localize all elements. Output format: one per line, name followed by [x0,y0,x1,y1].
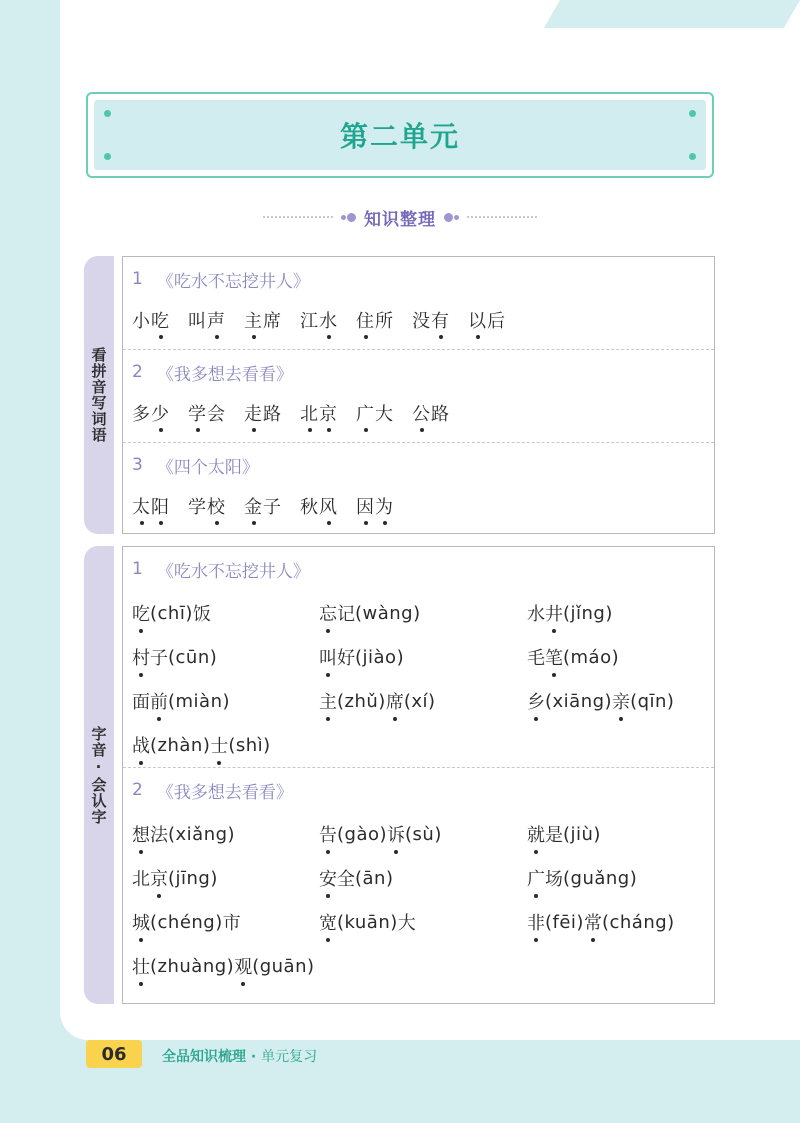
entry-char: 亲 [612,688,630,714]
word-row [132,394,714,442]
lesson-title [132,350,714,394]
entry-char: 大 [397,913,416,934]
vocab-word [132,307,170,333]
entry-char: 好 [337,648,355,669]
entry-pinyin: (xí) [403,690,436,712]
unit-title-box [86,92,714,178]
entry-char: 面 [132,692,150,713]
entry-char: 城 [132,909,150,935]
entry-char: 宽 [319,909,337,935]
tab-label: 看拼音写词语 [89,347,108,443]
entry-pinyin: (máo) [563,646,620,668]
entry-char: 场 [545,869,563,890]
vocab-char: 京 [319,404,338,425]
vocab-word [132,400,170,426]
bullet-icon [444,213,459,222]
entry-char: 常 [584,909,602,935]
entry-pinyin: (zhuàng) [150,955,235,977]
entry-char: 安 [319,865,337,891]
vocab-word [188,307,226,333]
pronunciation-entry [132,900,319,944]
vocab-word [412,307,450,333]
vocab-char: 学 [188,404,207,425]
word-row [132,301,714,349]
vocab-char: 因 [356,497,375,518]
entry-pinyin: (jīng) [168,867,218,889]
vocab-char: 大 [375,404,394,425]
entry-pinyin: (jiù) [563,823,601,845]
vocab-char: 声 [207,311,226,332]
vocab-char: 叫 [188,311,207,332]
entry-pinyin: (ān) [355,867,394,889]
entry-char: 法 [150,825,168,846]
pronunciation-entry [527,900,717,944]
vocab-word [356,307,394,333]
entry-char: 就 [527,821,545,847]
vocab-char: 广 [356,404,375,425]
pronunciation-entry [132,812,319,856]
entry-char: 主 [319,688,337,714]
vocab-char: 江 [300,311,319,332]
vocab-word [132,493,170,519]
entry-char: 饭 [192,604,211,625]
vocab-char: 多 [132,404,151,425]
vocab-word [188,493,226,519]
entry-char: 广 [527,865,545,891]
entry-pinyin: (zhàn) [150,734,211,756]
pronunciation-entry [319,812,527,856]
pronunciation-entry [319,635,527,679]
lesson-title [132,443,714,487]
pronunciation-entry [527,856,717,900]
entry-pinyin: (qīn) [630,690,675,712]
entry-char: 子 [150,648,168,669]
footer-subtitle: 单元复习 [261,1049,318,1065]
vocab-char: 路 [431,404,450,425]
pronunciation-entry [319,591,527,635]
entry-grid [132,812,714,988]
entry-char: 战 [132,732,150,758]
entry-char: 席 [386,688,404,714]
entry-pinyin: (jǐng) [563,602,613,624]
corner-dot [104,110,111,117]
corner-dot [689,153,696,160]
vocab-char: 学 [188,497,207,518]
pronunciation-panel [122,546,715,1004]
corner-dot [689,110,696,117]
tab-pronunciation [84,546,114,1004]
pronunciation-entry [319,679,527,723]
entry-grid [132,591,714,767]
vocab-word [412,400,450,426]
pronunciation-entry [527,591,717,635]
tab-pinyin-writing [84,256,114,534]
lesson-number: 2 [132,362,143,382]
entry-pinyin: (wàng) [355,602,421,624]
lesson-number: 1 [132,559,143,579]
entry-pinyin: (jiào) [355,646,405,668]
lesson-title [132,257,714,301]
entry-char: 水 [527,604,545,625]
entry-char: 笔 [545,644,563,670]
entry-char: 井 [545,600,563,626]
entry-char: 想 [132,821,150,847]
vocab-char: 以 [468,311,487,332]
entry-char: 毛 [527,648,545,669]
entry-char: 全 [337,869,355,890]
entry-char: 叫 [319,644,337,670]
entry-pinyin: (chéng) [150,911,223,933]
entry-pinyin: (kuān) [337,911,398,933]
entry-char: 前 [150,688,168,714]
unit-title: 第二单元 [339,120,460,153]
corner-stripe [544,0,800,28]
lesson-name: 《吃水不忘挖井人》 [156,271,310,292]
corner-dot [104,153,111,160]
vocab-word [356,493,394,519]
entry-char: 乡 [527,688,545,714]
vocab-char: 会 [207,404,226,425]
vocab-char: 少 [151,404,170,425]
entry-char: 忘 [319,600,337,626]
entry-char: 诉 [387,821,405,847]
lesson-number: 2 [132,780,143,800]
divider-left [263,216,333,218]
vocab-word [300,400,338,426]
lesson-name: 《我多想去看看》 [156,782,293,803]
pronunciation-entry [319,856,527,900]
vocab-word [244,493,282,519]
entry-char: 市 [222,913,241,934]
vocab-word [300,307,338,333]
divider-right [467,216,537,218]
vocab-char: 后 [487,311,506,332]
entry-char: 观 [234,953,252,979]
bullet-icon [341,213,356,222]
entry-pinyin: (cūn) [168,646,218,668]
vocab-char: 风 [319,497,338,518]
entry-pinyin: (fēi) [545,911,584,933]
entry-char: 记 [337,604,355,625]
pronunciation-entry [132,723,319,767]
book-title: 全品知识梳理 [162,1049,246,1065]
entry-pinyin: (miàn) [168,690,231,712]
vocab-char: 所 [375,311,394,332]
lesson-title [132,768,714,812]
entry-pinyin: (shì) [228,734,271,756]
vocab-char: 主 [244,311,263,332]
lesson-block [123,257,714,349]
pronunciation-entry [319,900,527,944]
entry-pinyin: (cháng) [601,911,675,933]
lesson-block [123,349,714,442]
vocab-word [244,400,282,426]
entry-pinyin: (xiāng) [545,690,613,712]
entry-char: 吃 [132,600,150,626]
vocab-char: 吃 [151,311,170,332]
pronunciation-entry [527,635,717,679]
lesson-number: 3 [132,455,143,475]
entry-pinyin: (guān) [252,955,315,977]
entry-char: 士 [210,732,228,758]
page-number: 06 [86,1040,142,1068]
entry-pinyin: (sù) [405,823,442,845]
vocab-word [244,307,282,333]
tab-label: 字音·会认字 [89,725,108,825]
entry-char: 壮 [132,953,150,979]
pinyin-writing-panel [122,256,715,534]
pronunciation-entry [132,635,319,679]
vocab-char: 席 [263,311,282,332]
section-heading-text: 知识整理 [364,209,436,230]
entry-char: 非 [527,909,545,935]
entry-pinyin: (guǎng) [563,867,638,889]
pronunciation-entry [527,679,717,723]
pronunciation-entry [132,591,319,635]
entry-char: 京 [150,865,168,891]
vocab-char: 金 [244,497,263,518]
vocab-char: 水 [319,311,338,332]
lesson-number: 1 [132,269,143,289]
lesson-name: 《吃水不忘挖井人》 [156,561,310,582]
entry-pinyin: (xiǎng) [168,823,236,845]
footer-title [162,1046,317,1066]
entry-char: 是 [545,825,563,846]
word-row [132,487,714,535]
vocab-word [300,493,338,519]
entry-char: 北 [132,869,150,890]
vocab-char: 太 [132,497,151,518]
vocab-word [356,400,394,426]
vocab-char: 小 [132,311,151,332]
pronunciation-entry [527,812,717,856]
entry-pinyin: (zhǔ) [337,690,386,712]
footer-separator: · [250,1049,257,1065]
lesson-title [132,547,714,591]
pronunciation-entry [132,944,319,988]
lesson-block [123,442,714,535]
vocab-char: 没 [412,311,431,332]
vocab-char: 校 [207,497,226,518]
section-heading [240,204,560,230]
entry-pinyin: (chī) [150,602,193,624]
vocab-word [468,307,506,333]
entry-char: 告 [319,821,337,847]
lesson-block [123,547,714,767]
vocab-word [188,400,226,426]
entry-char: 村 [132,644,150,670]
entry-pinyin: (gào) [337,823,388,845]
vocab-char: 公 [412,404,431,425]
vocab-char: 有 [431,311,450,332]
vocab-char: 为 [375,497,394,518]
vocab-char: 阳 [151,497,170,518]
lesson-name: 《四个太阳》 [156,457,259,478]
pronunciation-entry [132,679,319,723]
vocab-char: 秋 [300,497,319,518]
vocab-char: 住 [356,311,375,332]
vocab-char: 路 [263,404,282,425]
vocab-char: 子 [263,497,282,518]
vocab-char: 北 [300,404,319,425]
lesson-name: 《我多想去看看》 [156,364,293,385]
vocab-char: 走 [244,404,263,425]
pronunciation-entry [132,856,319,900]
lesson-block [123,767,714,988]
